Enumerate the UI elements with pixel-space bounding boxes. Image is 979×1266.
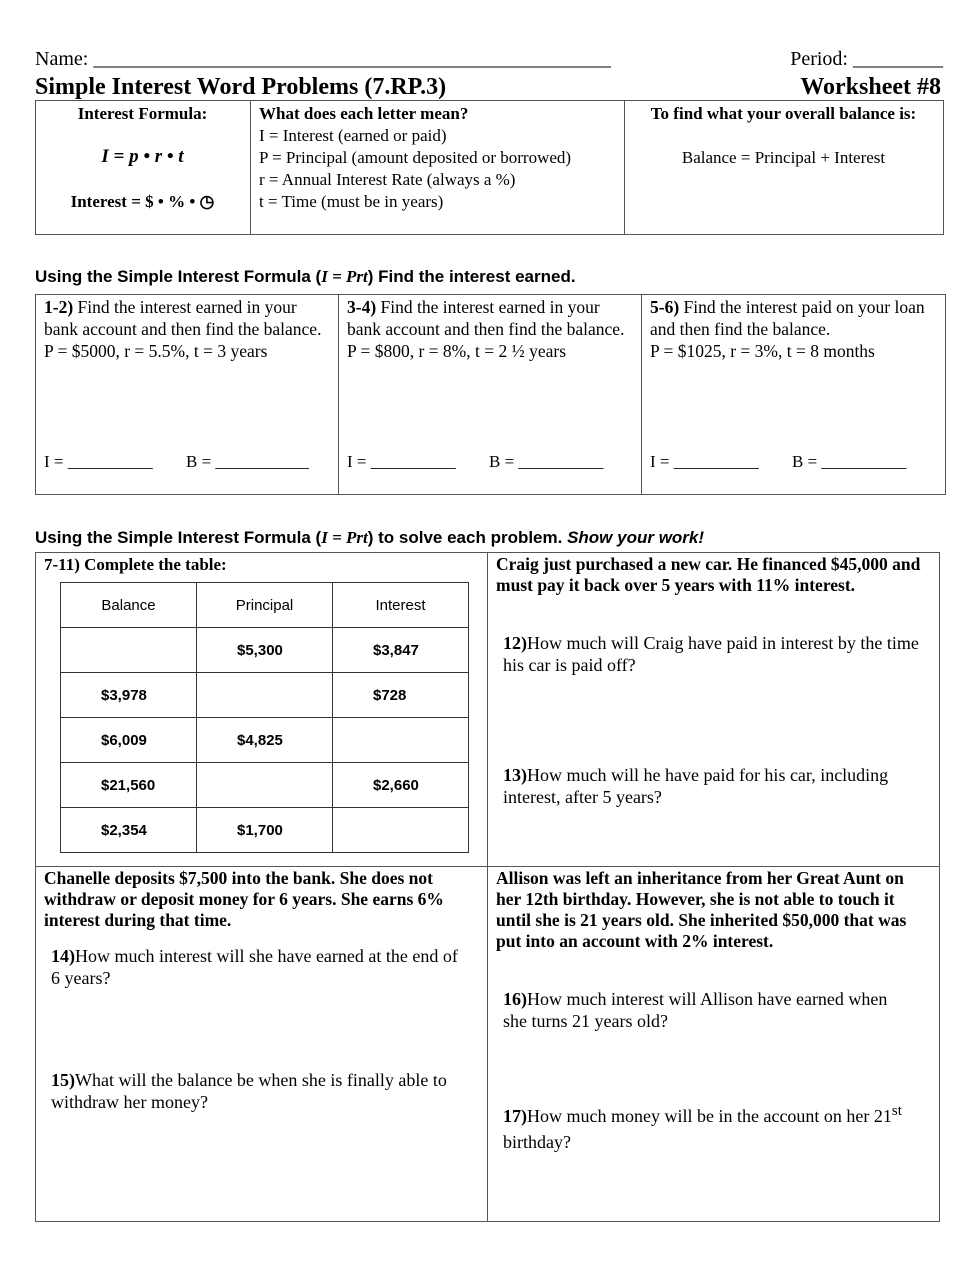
period-blank[interactable]: _________	[853, 48, 943, 70]
problem-given: P = $800, r = 8%, t = 2 ½ years	[347, 341, 567, 361]
def-principal: P = Principal (amount deposited or borrowed)	[259, 148, 572, 167]
question-number: 13)	[503, 765, 527, 785]
heading-formula: I = Prt	[321, 528, 368, 547]
question-number: 14)	[51, 946, 75, 966]
table-row	[61, 628, 469, 673]
cell-balance[interactable]: $2,354	[61, 808, 197, 853]
period-label: Period:	[790, 48, 853, 70]
question-text: birthday?	[503, 1132, 571, 1152]
heading-text: Using the Simple Interest Formula (	[35, 267, 322, 286]
cell-balance[interactable]: $3,978	[61, 673, 197, 718]
problem-text: Find the interest earned in your bank account and then find the balance.	[347, 297, 625, 339]
table-title: 7-11) Complete the table:	[44, 555, 227, 574]
question-text: What will the balance be when she is finally able to withdraw her money?	[51, 1070, 447, 1112]
question-12	[503, 632, 923, 676]
name-label: Name:	[35, 48, 94, 70]
answer-b-2[interactable]: B = ___________	[186, 452, 309, 471]
question-number: 12)	[503, 633, 527, 653]
divider	[338, 294, 339, 494]
divider	[250, 100, 251, 234]
question-text: How much will Craig have paid in interest by the time his car is paid off?	[503, 633, 919, 675]
table-row	[61, 718, 469, 763]
cell-principal[interactable]: $1,700	[197, 808, 333, 853]
cell-balance[interactable]: $21,560	[61, 763, 197, 808]
heading-text: ) Find the interest earned.	[367, 267, 576, 286]
ordinal-suffix: st	[891, 1103, 902, 1119]
cell-principal[interactable]: $5,300	[197, 628, 333, 673]
section1-heading	[35, 267, 576, 287]
name-field[interactable]	[35, 48, 610, 71]
heading-formula: I = Prt	[321, 267, 368, 286]
cell-interest[interactable]: $3,847	[333, 628, 469, 673]
problem-text: Find the interest paid on your loan and then find the balance.	[650, 297, 925, 339]
heading-emphasis: Show your work!	[567, 528, 705, 547]
formula: I = p • r • t	[101, 146, 184, 167]
question-number: 17)	[503, 1106, 527, 1126]
divider	[641, 294, 642, 494]
cell-principal[interactable]	[197, 673, 333, 718]
question-text: How much interest will she have earned at the end of 6 years?	[51, 946, 458, 988]
cell-interest[interactable]: $728	[333, 673, 469, 718]
question-13	[503, 764, 903, 808]
question-number: 16)	[503, 989, 527, 1009]
letter-definitions	[259, 103, 571, 213]
cell-interest[interactable]	[333, 808, 469, 853]
chanelle-intro: Chanelle deposits $7,500 into the bank. She does not withdraw or deposit money for 6 years. She earns 6% interest during that time.	[44, 868, 444, 930]
cell-balance[interactable]: $6,009	[61, 718, 197, 763]
problem-1-2	[44, 296, 332, 362]
divider	[487, 552, 488, 1221]
problem-number: 1-2)	[44, 297, 74, 317]
allison-intro: Allison was left an inheritance from her Great Aunt on her 12th birthday. However, she is not able to touch it until she is 21 years old. She inherited $50,000 that was put into an account with 2% interest.	[496, 868, 907, 951]
table-row	[61, 673, 469, 718]
answer-b-4[interactable]: B = __________	[489, 452, 604, 471]
period-field[interactable]	[790, 48, 943, 71]
problem-text: Find the interest earned in your bank account and then find the balance.	[44, 297, 322, 339]
table-header-row	[61, 583, 469, 628]
balance-title: To find what your overall balance is:	[650, 104, 917, 123]
question-text: How much money will be in the account on her 21	[527, 1106, 892, 1126]
question-text: How much interest will Allison have earned when she turns 21 years old?	[503, 989, 888, 1031]
problem-number: 3-4)	[347, 297, 377, 317]
question-16	[503, 988, 913, 1032]
answer-i-5[interactable]: I = __________	[650, 452, 759, 471]
header-balance: Balance	[61, 583, 197, 628]
cell-interest[interactable]: $2,660	[333, 763, 469, 808]
question-14	[51, 945, 471, 989]
definitions-title: What does each letter mean?	[259, 104, 469, 123]
question-17	[503, 1098, 923, 1155]
def-interest: I = Interest (earned or paid)	[259, 126, 447, 145]
answer-i-3[interactable]: I = __________	[347, 452, 456, 471]
answer-b-6[interactable]: B = __________	[792, 452, 907, 471]
formula-title: Interest Formula:	[77, 104, 208, 123]
page-title: Simple Interest Word Problems (7.RP.3)	[35, 74, 447, 100]
question-15	[51, 1069, 471, 1113]
name-blank[interactable]: _______________________________________________________	[93, 48, 611, 70]
cell-principal[interactable]	[197, 763, 333, 808]
cell-interest[interactable]	[333, 718, 469, 763]
question-number: 15)	[51, 1070, 75, 1090]
formula-symbols: Interest = $ • % • ◷	[70, 192, 215, 211]
cell-balance[interactable]	[61, 628, 197, 673]
divider	[35, 866, 939, 867]
problem-given: P = $5000, r = 5.5%, t = 3 years	[44, 341, 268, 361]
problem-number: 5-6)	[650, 297, 680, 317]
question-text: How much will he have paid for his car, including interest, after 5 years?	[503, 765, 889, 807]
section2-heading	[35, 528, 704, 548]
header-principal: Principal	[197, 583, 333, 628]
craig-intro: Craig just purchased a new car. He financed $45,000 and must pay it back over 5 years with 11% interest.	[496, 554, 921, 595]
problem-3-4	[347, 296, 635, 362]
def-rate: r = Annual Interest Rate (always a %)	[259, 170, 516, 189]
heading-text: ) to solve each problem.	[367, 528, 568, 547]
balance-formula: Balance = Principal + Interest	[681, 148, 886, 167]
problem-given: P = $1025, r = 3%, t = 8 months	[650, 341, 875, 361]
cell-principal[interactable]: $4,825	[197, 718, 333, 763]
def-time: t = Time (must be in years)	[259, 192, 444, 211]
heading-text: Using the Simple Interest Formula (	[35, 528, 322, 547]
table-row	[61, 808, 469, 853]
table-row	[61, 763, 469, 808]
worksheet-number: Worksheet #8	[800, 74, 941, 100]
interest-table	[60, 582, 469, 853]
answer-i-1[interactable]: I = __________	[44, 452, 153, 471]
problem-5-6	[650, 296, 935, 362]
header-interest: Interest	[333, 583, 469, 628]
